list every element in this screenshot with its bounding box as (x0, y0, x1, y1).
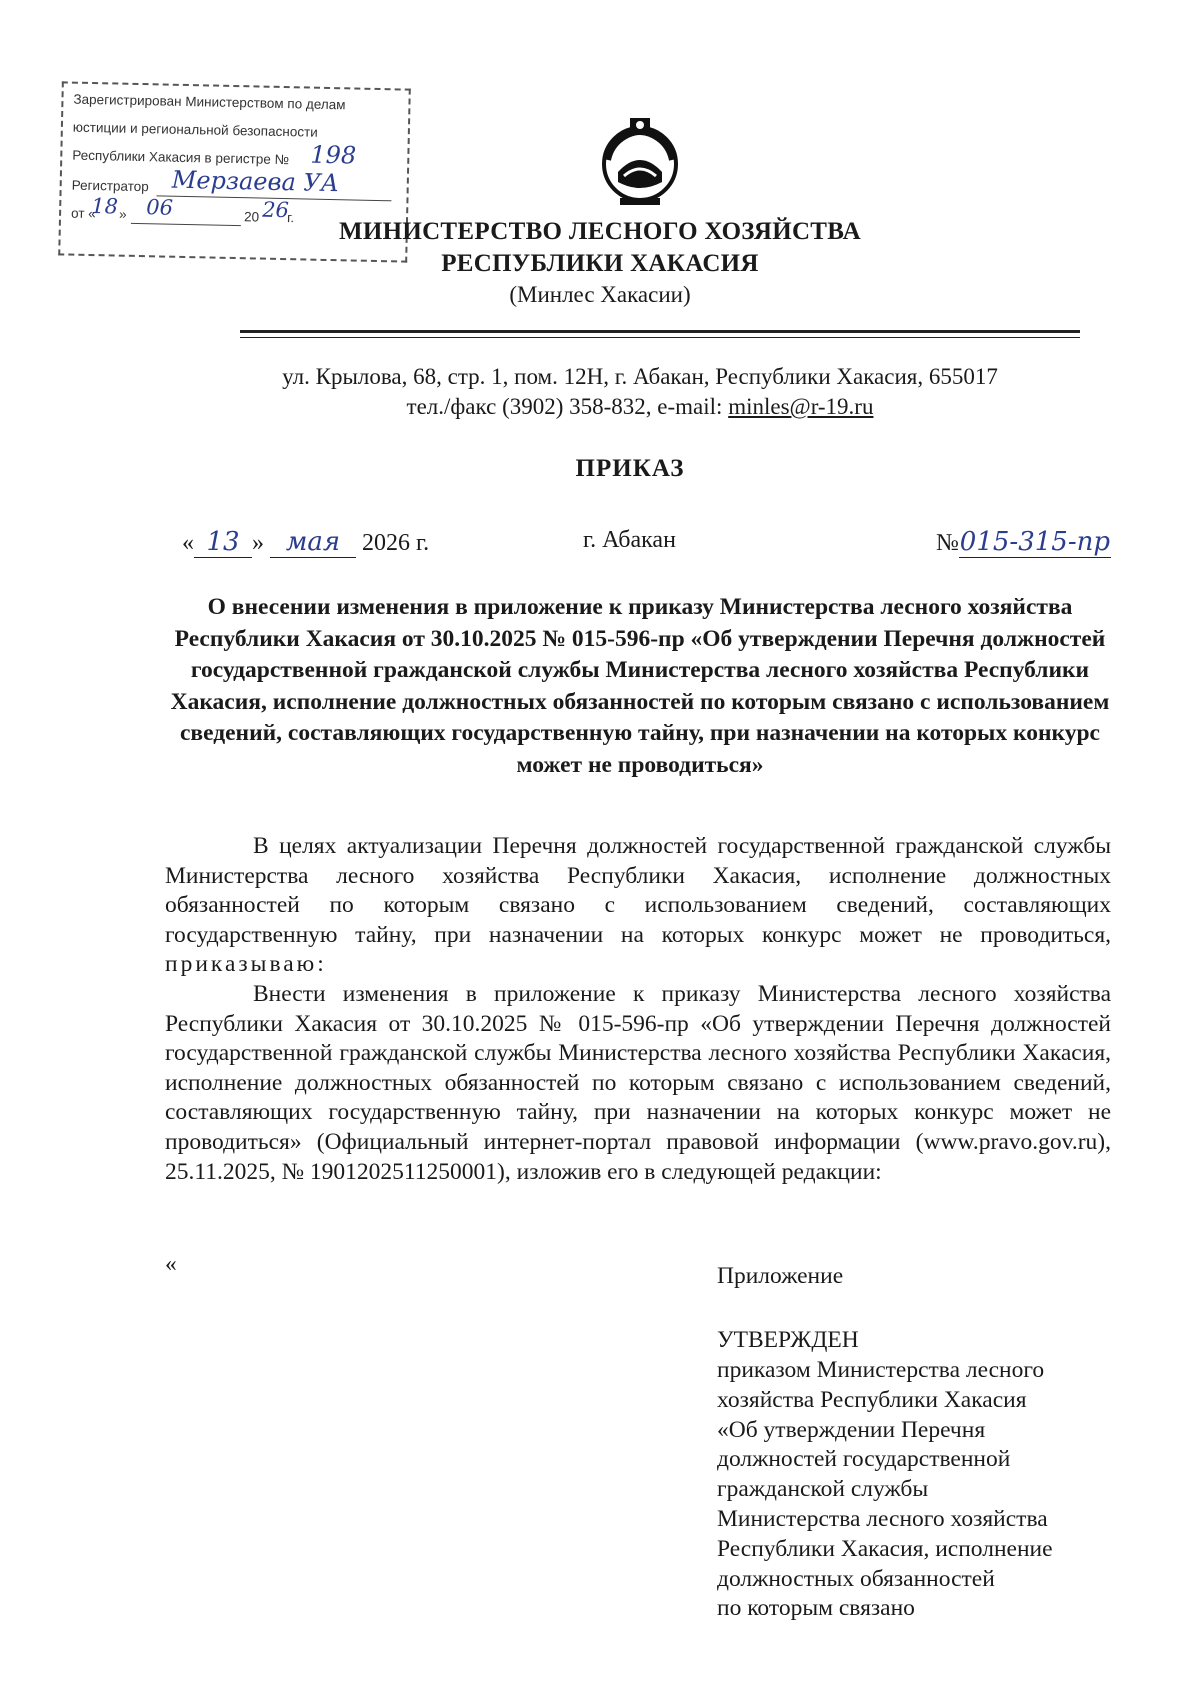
stamp-reg-number: 198 (310, 140, 357, 170)
quote-mark: « (165, 1251, 177, 1277)
order-date-day: 13 (194, 527, 252, 558)
order-city: г. Абакан (583, 527, 676, 553)
appendix-label: Приложение (717, 1263, 844, 1289)
appendix-line: Министерства лесного хозяйства (717, 1505, 1048, 1532)
ministry-name-line-2: РЕСПУБЛИКИ ХАКАСИЯ (441, 250, 759, 277)
paragraph-1-text: В целях актуализации Перечня должностей государственной гражданской службы Министерства лесного хозяйства Республики Хакасия, исполнение должностных обязанностей по которым связано с использованием сведений, составляющих государственную тайну, при назначении на которых конкурс может не проводиться, (165, 833, 1111, 948)
order-date-year: 2026 г. (362, 530, 430, 556)
order-number-label: № (936, 530, 959, 556)
appendix-approved: УТВЕРЖДЕН (717, 1327, 859, 1353)
header-divider (240, 330, 1080, 333)
order-date (182, 527, 429, 558)
date-open-quote: « (182, 530, 194, 556)
appendix-line: хозяйства Республики Хакасия (717, 1386, 1027, 1413)
stamp-line-1: Зарегистрирован Министерством по делам (73, 91, 346, 113)
order-date-month: мая (270, 527, 356, 558)
appendix-line: Республики Хакасия, исполнение (717, 1535, 1053, 1562)
stamp-year-end: г. (286, 210, 295, 226)
appendix-description (717, 1356, 1053, 1624)
stamp-day-close: » (118, 206, 127, 222)
order-number-value: 015-315-пр (959, 527, 1111, 557)
appendix-line: гражданской службы (717, 1476, 929, 1503)
header-divider-thin (240, 337, 1080, 338)
stamp-year-prefix: 20 (243, 209, 260, 225)
order-subject: О внесении изменения в приложение к приказу Министерства лесного хозяйства Республики Хакасия от 30.10.2025 № 015-596-пр «Об утверждении Перечня должностей государственной гражданской службы Министерства лесного хозяйства Республики Хакасия, исполнение должностных обязанностей по которым связано с использованием сведений, составляющих государственную тайну, при назначении на которых конкурс может не проводиться» (170, 594, 1110, 778)
order-body-paragraph-1 (165, 832, 1111, 980)
appendix-line: по которым связано (717, 1595, 915, 1622)
stamp-from-label: от « (70, 205, 96, 222)
contacts (0, 394, 1200, 420)
ministry-name-line-1: МИНИСТЕРСТВО ЛЕСНОГО ХОЗЯЙСТВА (338, 218, 862, 245)
appendix-line: должностей государственной (717, 1446, 1011, 1473)
stamp-registrar-label: Регистратор (71, 177, 149, 195)
order-number (936, 527, 1111, 558)
address: ул. Крылова, 68, стр. 1, пом. 12Н, г. Абакан, Республики Хакасия, 655017 (282, 364, 998, 389)
paragraph-2-text: Внести изменения в приложение к приказу Министерства лесного хозяйства Республики Хакасия от 30.10.2025 № 015-596-пр «Об утверждении Перечня должностей государственной гражданской службы Министерства лесного хозяйства Республики Хакасия, исполнение должностных обязанностей по которым связано с использованием сведений, составляющих государственную тайну, при назначении на которых конкурс может не проводиться» (Официальный интернет-портал правовой информации (www.pravo.gov.ru), 25.11.2025, № 1901202511250001), изложив его в следующей редакции: (165, 981, 1111, 1185)
stamp-month: 06 (145, 195, 174, 220)
ministry-short-name: (Минлес Хакасии) (509, 282, 691, 307)
order-title: ПРИКАЗ (575, 455, 685, 482)
stamp-line-2: юстиции и региональной безопасности (72, 119, 318, 140)
stamp-year-suffix: 26 (261, 197, 290, 223)
appendix-line: «Об утверждении Перечня (717, 1416, 986, 1443)
contacts-phone: тел./факс (3902) 358-832, e-mail: (406, 394, 729, 419)
stamp-registrar-signature: Мерзаева УА (171, 165, 340, 198)
order-directive: приказываю: (165, 951, 327, 978)
appendix-line: приказом Министерства лесного (717, 1357, 1045, 1383)
date-close-quote: » (252, 530, 264, 556)
stamp-line-3: Республики Хакасия в регистре № (72, 147, 290, 168)
coat-of-arms-icon (590, 112, 690, 212)
appendix-line: должностных обязанностей (717, 1565, 995, 1592)
order-body-paragraph-2 (165, 980, 1111, 1187)
stamp-day: 18 (91, 194, 119, 219)
email-link[interactable]: minles@r-19.ru (728, 394, 874, 419)
